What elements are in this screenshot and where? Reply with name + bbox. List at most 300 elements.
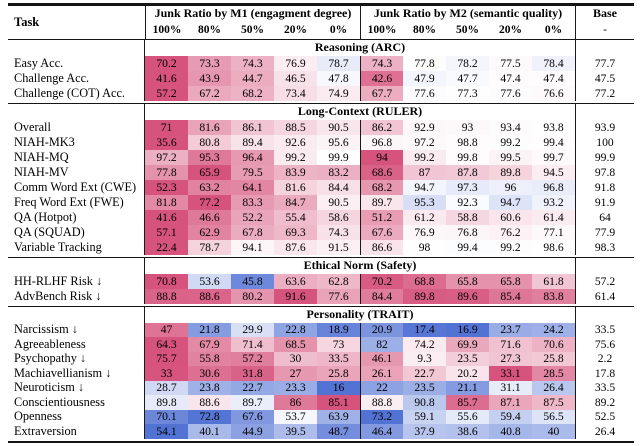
cell-m1-0: 95.6 [317,135,360,150]
cell-m1-0: 91.5 [317,240,360,255]
cell-m2-100: 42.6 [360,71,403,86]
cell-m2-100: 46.1 [360,352,403,367]
cell-m2-20: 85.4 [489,289,532,304]
cell-base: 52.5 [575,410,634,425]
cell-m2-50: 93 [446,120,489,135]
cell-m2-50: 92.3 [446,195,489,210]
cell-m1-100: 41.6 [145,210,188,225]
cell-m1-80: 43.9 [188,71,231,86]
cell-m2-0: 76.6 [532,86,575,101]
section-title: Long-Context (RULER) [297,103,423,118]
cell-m2-100: 88.8 [360,395,403,410]
cell-m1-100: 22.4 [145,240,188,255]
cell-m2-0: 87.5 [532,395,575,410]
cell-m1-100: 57.2 [145,86,188,101]
row-label: Machiavellianism ↓ [8,366,145,381]
cell-base: 17.8 [575,366,634,381]
cell-m1-80: 73.3 [188,56,231,71]
cell-m1-0: 84.4 [317,180,360,195]
cell-m1-0: 74.3 [317,225,360,240]
cell-m2-100: 46.4 [360,424,403,439]
cell-m2-80: 77.8 [403,56,446,71]
table-bottom-rule [8,441,634,444]
cell-m2-100: 67.7 [360,86,403,101]
cell-m2-20: 96 [489,180,532,195]
cell-m1-50: 44.7 [231,71,274,86]
cell-m1-80: 88.6 [188,395,231,410]
m1-group-header: Junk Ratio by M1 (engagment degree) [145,6,360,23]
row-label: Challenge (COT) Acc. [8,86,145,101]
cell-m2-80: 77.6 [403,86,446,101]
cell-m1-50: 89.4 [231,135,274,150]
cell-m2-50: 85.7 [446,395,489,410]
cell-m2-20: 27.3 [489,352,532,367]
percent-header-m2-50: 50% [456,24,479,37]
cell-m1-20: 30 [274,352,317,367]
cell-m1-100: 47 [145,323,188,338]
cell-m2-100: 67.6 [360,225,403,240]
row-label: NIAH-MQ [8,150,145,165]
cell-m1-20: 88.5 [274,120,317,135]
cell-m2-50: 77.3 [446,86,489,101]
cell-m1-80: 21.8 [188,323,231,338]
cell-m2-0: 93.8 [532,120,575,135]
cell-m2-0: 40 [532,424,575,439]
table-row [8,195,634,210]
cell-m2-20: 89.8 [489,165,532,180]
cell-m2-100: 51.2 [360,210,403,225]
cell-m2-50: 99.4 [446,240,489,255]
cell-base: 89.2 [575,395,634,410]
cell-m1-80: 63.2 [188,180,231,195]
cell-m2-80: 92.9 [403,120,446,135]
cell-m2-50: 55.6 [446,410,489,425]
cell-m2-100: 94 [360,150,403,165]
table-row [8,150,634,165]
cell-m1-50: 86.1 [231,120,274,135]
cell-base: 100 [575,135,634,150]
cell-m2-0: 78.4 [532,56,575,71]
table-row [8,240,634,255]
cell-m1-50: 79.5 [231,165,274,180]
row-label: Agreeableness [8,337,145,352]
cell-base: 47.5 [575,71,634,86]
cell-m2-50: 20.2 [446,366,489,381]
cell-m1-50: 67.6 [231,410,274,425]
table-row [8,56,634,71]
cell-m2-20: 33.1 [489,366,532,381]
cell-m2-0: 25.8 [532,352,575,367]
section-title-row [8,258,634,274]
cell-m2-100: 84.4 [360,289,403,304]
cell-m2-80: 76.9 [403,225,446,240]
cell-m1-50: 57.2 [231,352,274,367]
cell-base: 99.9 [575,150,634,165]
cell-m1-20: 69.3 [274,225,317,240]
cell-m2-100: 89.7 [360,195,403,210]
cell-m1-100: 35.6 [145,135,188,150]
cell-m1-50: 83.3 [231,195,274,210]
cell-m2-80: 9.3 [403,352,446,367]
cell-m2-80: 61.2 [403,210,446,225]
row-label: NIAH-MV [8,165,145,180]
table-row [8,210,634,225]
cell-m1-100: 64.3 [145,337,188,352]
percent-header-m2-100: 100% [360,22,403,39]
table-row [8,120,634,135]
table-body [8,40,634,441]
cell-base: 97.8 [575,165,634,180]
cell-m1-0: 48.7 [317,424,360,439]
section-title-base-spacer [575,258,634,274]
section-ethical-norm-safety [8,258,634,306]
cell-m2-0: 24.2 [532,323,575,338]
cell-m2-50: 87.8 [446,165,489,180]
cell-m1-100: 70.2 [145,56,188,71]
cell-m2-0: 56.5 [532,410,575,425]
table-row [8,165,634,180]
cell-m1-0: 18.9 [317,323,360,338]
cell-m2-80: 95.3 [403,195,446,210]
cell-m1-0: 78.7 [317,56,360,71]
cell-m1-0: 90.5 [317,195,360,210]
cell-m1-100: 81.8 [145,195,188,210]
cell-m2-0: 26.4 [532,381,575,396]
cell-m1-0: 99.9 [317,150,360,165]
cell-m1-0: 63.9 [317,410,360,425]
task-column-header: Task [14,14,40,29]
cell-m1-50: 89.7 [231,395,274,410]
table-row [8,352,634,367]
cell-m1-50: 22.7 [231,381,274,396]
cell-m2-20: 94.7 [489,195,532,210]
cell-m1-80: 67.2 [188,86,231,101]
row-label: AdvBench Risk ↓ [8,289,145,304]
cell-m2-50: 78.2 [446,56,489,71]
cell-m1-50: 74.3 [231,56,274,71]
cell-m2-0: 61.4 [532,210,575,225]
table-row [8,86,634,101]
cell-m1-80: 72.8 [188,410,231,425]
cell-m1-20: 81.6 [274,180,317,195]
percent-header-m2-0: 0% [544,24,563,37]
cell-m1-80: 88.6 [188,289,231,304]
cell-m2-80: 59.1 [403,410,446,425]
cell-m1-80: 67.9 [188,337,231,352]
cell-m1-50: 80.2 [231,289,274,304]
cell-m2-20: 31.1 [489,381,532,396]
table-row [8,410,634,425]
cell-m1-50: 67.8 [231,225,274,240]
cell-m1-20: 53.7 [274,410,317,425]
cell-m2-80: 98 [403,240,446,255]
cell-base: 93.9 [575,120,634,135]
cell-m2-0: 70.6 [532,337,575,352]
cell-m1-80: 95.3 [188,150,231,165]
section-title: Reasoning (ARC) [314,39,406,54]
cell-m2-100: 70.2 [360,274,403,289]
cell-m1-50: 96.4 [231,150,274,165]
cell-m1-100: 70.8 [145,274,188,289]
cell-m1-100: 33 [145,366,188,381]
section-title-spacer [8,258,145,274]
cell-base: 77.2 [575,86,634,101]
cell-m2-100: 68.6 [360,165,403,180]
cell-m2-20: 71.6 [489,337,532,352]
cell-m2-0: 61.8 [532,274,575,289]
section-title-base-spacer [575,307,634,323]
cell-m2-0: 94.5 [532,165,575,180]
cell-m1-50: 29.9 [231,323,274,338]
table-row [8,135,634,150]
cell-base: 91.9 [575,195,634,210]
table-row [8,424,634,439]
cell-base: 2.2 [575,352,634,367]
section-title-spacer [8,104,145,120]
section-title-base-spacer [575,104,634,120]
row-label: Extraversion [8,424,145,439]
cell-base: 61.4 [575,289,634,304]
cell-m1-20: 55.4 [274,210,317,225]
row-label: Narcissism ↓ [8,323,145,338]
cell-m2-50: 16.9 [446,323,489,338]
cell-m1-0: 47.8 [317,71,360,86]
table-row [8,395,634,410]
table-row [8,225,634,240]
cell-m1-80: 80.8 [188,135,231,150]
cell-m2-50: 99.8 [446,150,489,165]
cell-base: 33.5 [575,381,634,396]
table-header [8,6,634,40]
row-label: Openness [8,410,145,425]
cell-m1-0: 73 [317,337,360,352]
section-title-spacer [8,40,145,56]
table-row [8,381,634,396]
percent-header-m2-20: 20% [499,24,522,37]
section-personality-trait [8,307,634,441]
cell-m1-20: 87.6 [274,240,317,255]
cell-m1-100: 54.1 [145,424,188,439]
section-title-row [8,40,634,56]
cell-m2-80: 23.5 [403,381,446,396]
cell-m2-0: 99.4 [532,135,575,150]
cell-m1-80: 62.9 [188,225,231,240]
cell-m1-50: 45.8 [231,274,274,289]
cell-m1-0: 83.2 [317,165,360,180]
cell-m2-80: 47.9 [403,71,446,86]
cell-m1-20: 92.6 [274,135,317,150]
cell-m1-80: 53.6 [188,274,231,289]
cell-m2-50: 23.5 [446,352,489,367]
row-label: Easy Acc. [8,56,145,71]
cell-m2-80: 89.8 [403,289,446,304]
cell-m1-100: 88.8 [145,289,188,304]
cell-m2-80: 37.9 [403,424,446,439]
section-reasoning-arc [8,40,634,103]
cell-m2-50: 97.3 [446,180,489,195]
cell-m1-50: 68.2 [231,86,274,101]
cell-m2-50: 65.8 [446,274,489,289]
cell-m2-100: 68.2 [360,180,403,195]
cell-m2-20: 77.6 [489,86,532,101]
cell-m1-0: 16 [317,381,360,396]
cell-m1-0: 85.1 [317,395,360,410]
section-title-row [8,104,634,120]
cell-m1-80: 23.8 [188,381,231,396]
cell-m1-50: 94.1 [231,240,274,255]
cell-m1-100: 75.7 [145,352,188,367]
cell-m1-50: 64.1 [231,180,274,195]
cell-m2-100: 82 [360,337,403,352]
cell-m1-50: 71.4 [231,337,274,352]
cell-m1-0: 74.9 [317,86,360,101]
table-row [8,180,634,195]
cell-m2-50: 21.1 [446,381,489,396]
cell-m2-20: 77.5 [489,56,532,71]
cell-base: 98.3 [575,240,634,255]
cell-m1-20: 39.5 [274,424,317,439]
cell-base: 91.8 [575,180,634,195]
percent-header-m2-80: 80% [413,24,436,37]
row-label: Conscientiousness [8,395,145,410]
row-label: Overall [8,120,145,135]
cell-m2-80: 94.7 [403,180,446,195]
table-row [8,71,634,86]
cell-m1-100: 77.8 [145,165,188,180]
cell-m2-50: 58.8 [446,210,489,225]
cell-m2-100: 96.8 [360,135,403,150]
row-label: Comm Word Ext (CWE) [8,180,145,195]
cell-m2-20: 23.7 [489,323,532,338]
cell-m2-100: 86.6 [360,240,403,255]
base-subheader-dash: - [575,22,634,39]
cell-m1-0: 90.5 [317,120,360,135]
cell-base: 64 [575,210,634,225]
cell-m2-0: 28.5 [532,366,575,381]
cell-m1-20: 27 [274,366,317,381]
cell-m1-100: 97.2 [145,150,188,165]
cell-m2-0: 96.8 [532,180,575,195]
cell-m1-100: 57.1 [145,225,188,240]
cell-m1-80: 65.9 [188,165,231,180]
cell-base: 57.2 [575,274,634,289]
cell-m1-20: 86 [274,395,317,410]
cell-m2-20: 60.6 [489,210,532,225]
cell-m1-20: 91.6 [274,289,317,304]
cell-m1-50: 31.8 [231,366,274,381]
cell-base: 75.6 [575,337,634,352]
m2-group-header: Junk Ratio by M2 (semantic quality) [360,6,575,23]
row-label: QA (Hotpot) [8,210,145,225]
cell-m2-20: 99.5 [489,150,532,165]
cell-m2-0: 93.2 [532,195,575,210]
cell-m1-20: 83.9 [274,165,317,180]
cell-m1-80: 81.6 [188,120,231,135]
cell-m2-20: 99.2 [489,240,532,255]
cell-m2-20: 47.4 [489,71,532,86]
cell-m1-20: 68.5 [274,337,317,352]
percent-header-m1-0: 0% [329,24,348,37]
cell-m1-20: 22.8 [274,323,317,338]
cell-m2-100: 20.9 [360,323,403,338]
cell-m2-100: 73.2 [360,410,403,425]
section-long-context-ruler [8,104,634,257]
cell-m1-0: 25.8 [317,366,360,381]
cell-m1-50: 44.9 [231,424,274,439]
cell-m1-0: 33.5 [317,352,360,367]
cell-m1-20: 73.4 [274,86,317,101]
cell-base: 33.5 [575,323,634,338]
row-label: HH-RLHF Risk ↓ [8,274,145,289]
cell-m2-100: 26.1 [360,366,403,381]
cell-m2-50: 38.6 [446,424,489,439]
cell-m2-20: 65.8 [489,274,532,289]
row-label: Psychopathy ↓ [8,352,145,367]
cell-m2-50: 69.9 [446,337,489,352]
cell-m2-80: 22.7 [403,366,446,381]
cell-m2-100: 74.3 [360,56,403,71]
cell-m1-20: 84.7 [274,195,317,210]
table-row [8,289,634,304]
cell-m2-100: 22 [360,381,403,396]
cell-m2-20: 93.4 [489,120,532,135]
cell-m2-100: 86.2 [360,120,403,135]
cell-m2-0: 83.8 [532,289,575,304]
cell-m2-80: 90.8 [403,395,446,410]
cell-m1-80: 55.8 [188,352,231,367]
cell-m1-0: 77.6 [317,289,360,304]
cell-m2-80: 87 [403,165,446,180]
cell-m2-80: 99.2 [403,150,446,165]
row-label: QA (SQUAD) [8,225,145,240]
cell-m1-0: 58.6 [317,210,360,225]
row-label: Challenge Acc. [8,71,145,86]
percent-header-m1-20: 20% [284,24,307,37]
cell-m1-80: 46.6 [188,210,231,225]
cell-m2-50: 76.8 [446,225,489,240]
row-label: Variable Tracking [8,240,145,255]
section-title: Ethical Norm (Safety) [303,257,417,272]
cell-m1-100: 71 [145,120,188,135]
cell-m2-20: 76.2 [489,225,532,240]
cell-m1-100: 52.3 [145,180,188,195]
base-column-header: Base [575,6,634,23]
table-row [8,323,634,338]
cell-m2-80: 97.2 [403,135,446,150]
cell-m1-100: 70.1 [145,410,188,425]
row-label: Freq Word Ext (FWE) [8,195,145,210]
cell-m1-20: 23.3 [274,381,317,396]
cell-m1-20: 63.6 [274,274,317,289]
row-label: Neuroticism ↓ [8,381,145,396]
cell-m1-50: 52.2 [231,210,274,225]
cell-m1-80: 30.6 [188,366,231,381]
cell-m2-20: 59.4 [489,410,532,425]
cell-m1-0: 62.8 [317,274,360,289]
cell-m2-0: 98.6 [532,240,575,255]
cell-m1-100: 28.7 [145,381,188,396]
cell-m2-50: 89.6 [446,289,489,304]
table-row [8,337,634,352]
cell-m2-50: 47.7 [446,71,489,86]
section-title-base-spacer [575,40,634,56]
cell-m2-0: 99.7 [532,150,575,165]
cell-m2-20: 40.8 [489,424,532,439]
percent-header-m1-80: 80% [198,24,221,37]
cell-m2-80: 68.8 [403,274,446,289]
section-title: Personality (TRAIT) [306,306,414,321]
cell-m2-50: 98.8 [446,135,489,150]
